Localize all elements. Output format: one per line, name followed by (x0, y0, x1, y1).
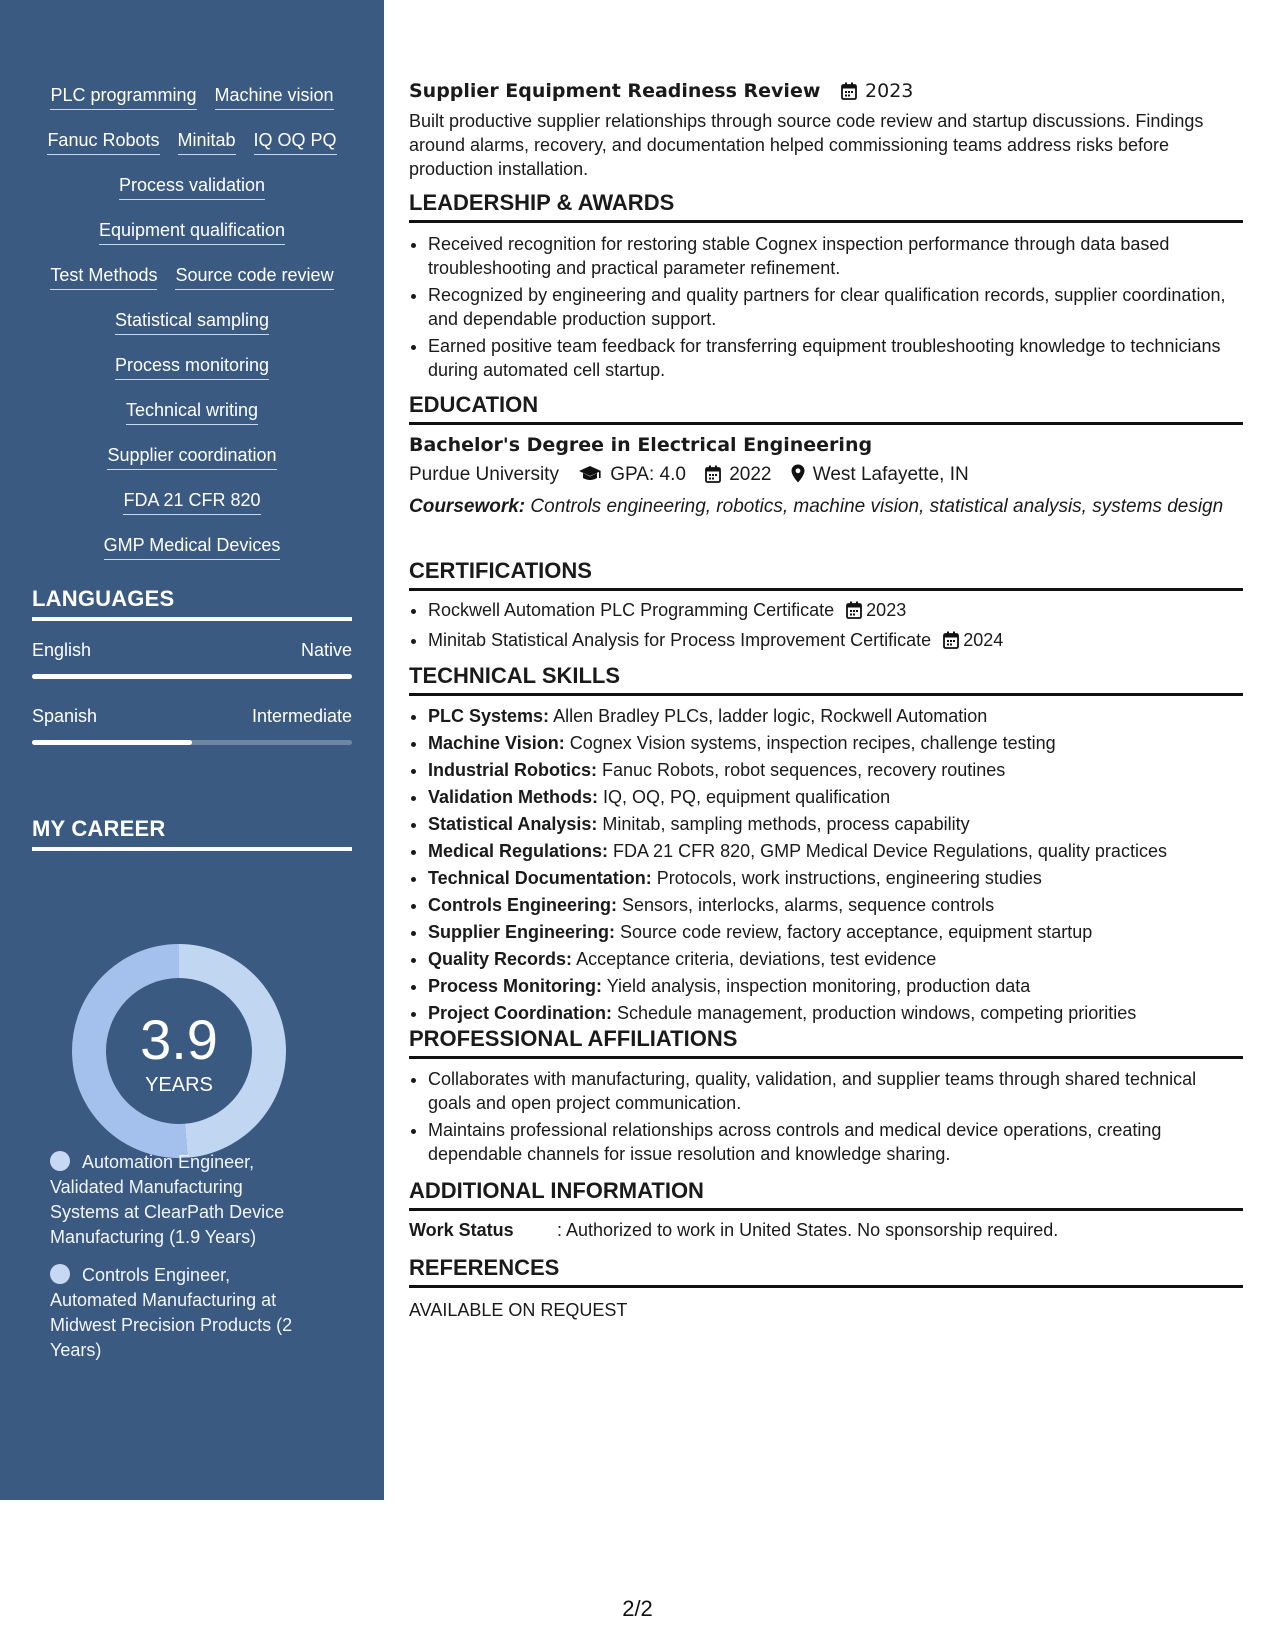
skill-label: Machine Vision: (428, 733, 565, 753)
technical-skill-item (428, 1001, 1243, 1025)
skill-tag: FDA 21 CFR 820 (123, 489, 260, 515)
technical-skill-item (428, 920, 1243, 944)
skill-value: FDA 21 CFR 820, GMP Medical Device Regulations, quality practices (613, 841, 1167, 861)
skill-value: Protocols, work instructions, engineering studies (656, 868, 1042, 888)
calendar-icon (705, 465, 721, 491)
language-level: Native (300, 640, 352, 660)
technical-skill-item (428, 866, 1243, 890)
skill-tag: Technical writing (126, 399, 258, 425)
additional-info-heading: ADDITIONAL INFORMATION (409, 1178, 1243, 1211)
skill-row (0, 309, 384, 354)
school-name: Purdue University (409, 464, 559, 485)
certifications-list (409, 598, 1243, 655)
project-description: Built productive supplier relationships through source code review and startup discussions. Findings around alarms, recovery, and documentation helped commissioning teams address risks before production installation. (409, 111, 1204, 179)
certification-name: Rockwell Automation PLC Programming Certificate (428, 600, 835, 620)
leadership-list (409, 232, 1243, 382)
skill-row (0, 264, 384, 309)
leadership-heading: LEADERSHIP & AWARDS (409, 190, 1243, 223)
technical-skill-item (428, 785, 1243, 809)
certification-item (428, 598, 1243, 625)
career-item (50, 1263, 310, 1363)
technical-skill-item (428, 974, 1243, 998)
skill-tag: PLC programming (50, 84, 196, 110)
skill-row (0, 444, 384, 489)
certification-name: Minitab Statistical Analysis for Process Improvement Certificate (428, 630, 932, 650)
project-year: 2023 (865, 80, 914, 102)
skill-row (0, 489, 384, 534)
skill-label: Statistical Analysis: (428, 814, 598, 834)
technical-skill-item (428, 704, 1243, 728)
skill-label: Controls Engineering: (428, 895, 617, 915)
language-spanish (32, 706, 352, 727)
graduation-cap-icon (578, 465, 602, 491)
career-item (50, 1150, 310, 1250)
certifications-list-wrap (409, 598, 1243, 658)
calendar-icon (846, 601, 862, 625)
skill-label: Quality Records: (428, 949, 573, 969)
skill-value: Acceptance criteria, deviations, test evidence (576, 949, 937, 969)
language-bar-fill (32, 674, 352, 679)
leadership-list-wrap (409, 232, 1243, 385)
technical-skill-item (428, 947, 1243, 971)
work-status-row (409, 1218, 1243, 1242)
project-entry (409, 78, 1243, 181)
technical-skill-item (428, 758, 1243, 782)
graduation-year: 2022 (729, 464, 772, 485)
legend-dot-icon (50, 1151, 70, 1171)
skill-label: Supplier Engineering: (428, 922, 616, 942)
skill-row (0, 174, 384, 219)
certifications-heading: CERTIFICATIONS (409, 558, 1243, 591)
skill-value: Minitab, sampling methods, process capability (602, 814, 970, 834)
skill-tag: Fanuc Robots (47, 129, 159, 155)
work-status-value: : Authorized to work in United States. No sponsorship required. (557, 1220, 1059, 1240)
certification-year: 2024 (963, 630, 1004, 650)
skill-label: Process Monitoring: (428, 976, 603, 996)
skill-tag: Equipment qualification (99, 219, 285, 245)
references-heading: REFERENCES (409, 1255, 1243, 1288)
gpa: GPA: 4.0 (610, 464, 686, 485)
skill-label: Industrial Robotics: (428, 760, 598, 780)
calendar-icon (943, 631, 959, 655)
coursework-label: Coursework: (409, 496, 526, 517)
page-number: 2/2 (622, 1596, 653, 1621)
career-item-text: Controls Engineer, Automated Manufacturing at Midwest Precision Products (2 Years) (50, 1265, 293, 1360)
career-total-unit: YEARS (145, 1074, 213, 1096)
skill-tag: Minitab (178, 129, 236, 155)
degree-title: Bachelor's Degree in Electrical Engineering (409, 434, 873, 456)
career-item-text: Automation Engineer, Validated Manufacturing Systems at ClearPath Device Manufacturing (1.9 Years) (50, 1152, 285, 1247)
location-pin-icon (791, 464, 805, 491)
coursework (409, 495, 1243, 519)
skill-tag: Source code review (175, 264, 333, 290)
affiliations-list (409, 1067, 1243, 1166)
language-name: English (32, 640, 92, 660)
technical-skills-list (409, 704, 1243, 1025)
legend-dot-icon (50, 1264, 70, 1284)
skill-value: Schedule management, production windows, competing priorities (617, 1003, 1137, 1023)
technical-skill-item (428, 812, 1243, 836)
skill-tag: Statistical sampling (115, 309, 269, 335)
school-location: West Lafayette, IN (812, 464, 969, 485)
skill-tag: Machine vision (215, 84, 334, 110)
language-english (32, 640, 352, 661)
language-bar-spanish (32, 740, 352, 745)
technical-skill-item (428, 839, 1243, 863)
skill-value: IQ, OQ, PQ, equipment qualification (603, 787, 891, 807)
career-donut-center (66, 938, 292, 1164)
coursework-text: Controls engineering, robotics, machine vision, statistical analysis, systems design (530, 496, 1224, 517)
skill-label: Medical Regulations: (428, 841, 609, 861)
technical-skill-item (428, 731, 1243, 755)
skill-value: Allen Bradley PLCs, ladder logic, Rockwell Automation (553, 706, 988, 726)
skill-row (0, 84, 384, 129)
list-item: • Collaborates with manufacturing, quality, validation, and supplier teams through shared technical goals and open project communication. (428, 1067, 1243, 1115)
technical-skill-item (428, 893, 1243, 917)
skill-tag: Supplier coordination (107, 444, 276, 470)
work-status-label: Work Status (409, 1220, 514, 1240)
skill-value: Cognex Vision systems, inspection recipes, challenge testing (569, 733, 1056, 753)
skill-tag: Test Methods (50, 264, 157, 290)
career-total-value: 3.9 (140, 1008, 218, 1071)
language-bar-english (32, 674, 352, 679)
skill-value: Fanuc Robots, robot sequences, recovery routines (602, 760, 1006, 780)
language-name: Spanish (32, 706, 98, 726)
list-item: • Received recognition for restoring stable Cognex inspection performance through data based troubleshooting and practical parameter refinement. (428, 232, 1243, 280)
skill-value: Sensors, interlocks, alarms, sequence controls (622, 895, 995, 915)
skill-row (0, 399, 384, 444)
technical-skills-list-wrap (409, 704, 1243, 1028)
certification-year: 2023 (866, 600, 907, 620)
language-level: Intermediate (251, 706, 352, 726)
language-bar-fill (32, 740, 192, 745)
skill-label: PLC Systems: (428, 706, 550, 726)
education-entry (409, 432, 1243, 519)
skill-label: Project Coordination: (428, 1003, 612, 1023)
sidebar (0, 0, 384, 1500)
skill-tag: GMP Medical Devices (104, 534, 281, 560)
education-heading: EDUCATION (409, 392, 1243, 425)
affiliations-heading: PROFESSIONAL AFFILIATIONS (409, 1026, 1243, 1059)
skill-label: Technical Documentation: (428, 868, 652, 888)
skill-value: Source code review, factory acceptance, equipment startup (620, 922, 1093, 942)
skill-value: Yield analysis, inspection monitoring, production data (606, 976, 1031, 996)
technical-skills-heading: TECHNICAL SKILLS (409, 663, 1243, 696)
education-meta (409, 462, 1243, 491)
skill-row (0, 219, 384, 264)
skill-row (0, 534, 384, 579)
certification-item (428, 628, 1243, 655)
list-item: • Maintains professional relationships across controls and medical device operations, creating dependable channels for issue resolution and knowledge sharing. (428, 1118, 1243, 1166)
career-heading: MY CAREER (32, 816, 352, 851)
skills-cloud (0, 0, 384, 579)
affiliations-list-wrap (409, 1067, 1243, 1169)
project-title: Supplier Equipment Readiness Review (409, 80, 821, 102)
languages-heading: LANGUAGES (32, 586, 352, 621)
skill-tag: Process monitoring (115, 354, 269, 380)
references-text: AVAILABLE ON REQUEST (409, 1300, 628, 1320)
list-item: • Recognized by engineering and quality partners for clear qualification records, supplier coordination, and dependable production support. (428, 283, 1243, 331)
list-item: • Earned positive team feedback for transferring equipment troubleshooting knowledge to technicians during automated cell startup. (428, 334, 1243, 382)
skill-label: Validation Methods: (428, 787, 599, 807)
calendar-icon (841, 81, 857, 107)
skill-row (0, 129, 384, 174)
skill-row (0, 354, 384, 399)
skill-tag: IQ OQ PQ (254, 129, 337, 155)
skill-tag: Process validation (119, 174, 265, 200)
